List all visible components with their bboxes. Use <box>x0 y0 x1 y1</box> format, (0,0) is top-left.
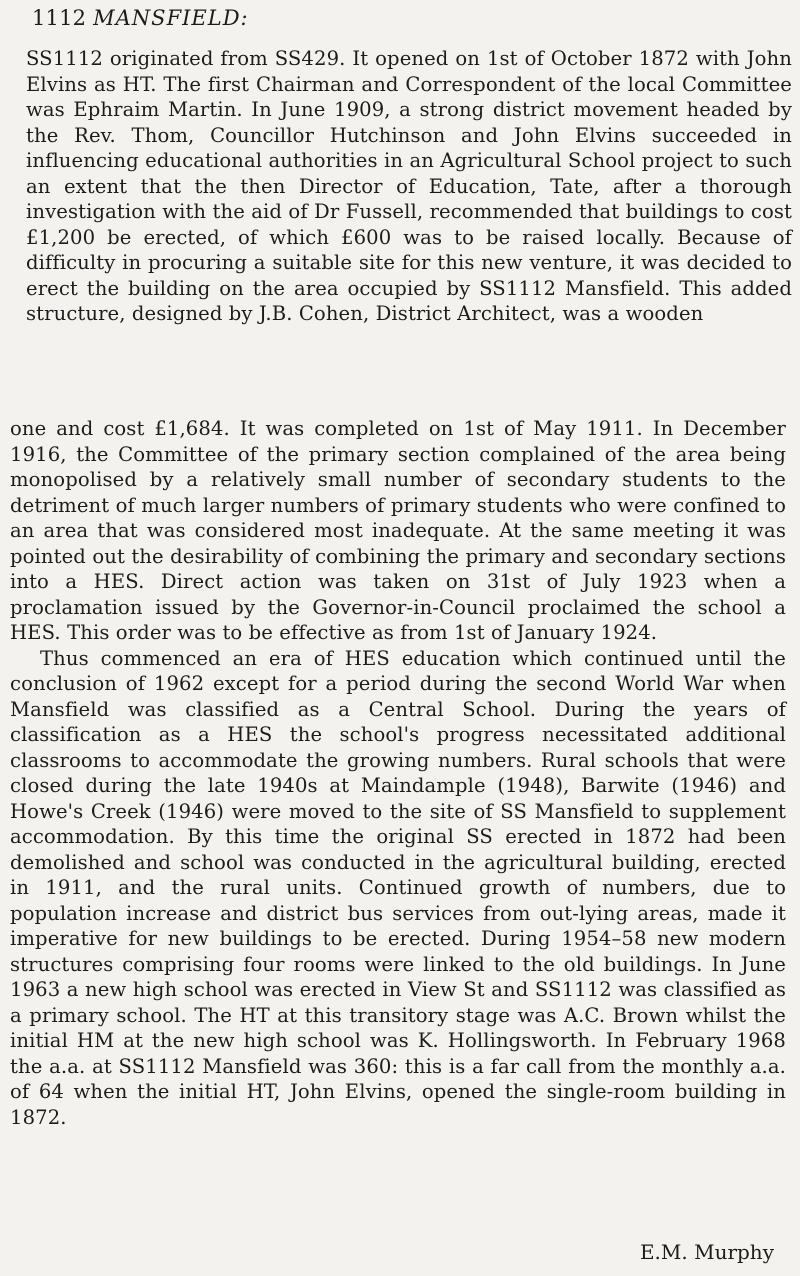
text-block-top <box>26 46 792 327</box>
paragraph-3: Thus commenced an era of HES education which continued until the conclusion of 1962 except for a period during the second World War when Mansfield was classified as a Central School. During the years of classification as a HES the school's progress necessitated additional classrooms to accommodate the growing numbers. Rural schools that were closed during the late 1940s at Maindample (1948), Barwite (1946) and Howe's Creek (1946) were moved to the site of SS Mansfield to supplement accommodation. By this time the original SS erected in 1872 had been demolished and school was conducted in the agricultural building, erected in 1911, and the rural units. Continued growth of numbers, due to population increase and district bus services from out-lying areas, made it imperative for new buildings to be erected. During 1954–58 new modern structures comprising four rooms were linked to the old buildings. In June 1963 a new high school was erected in View St and SS1112 was classified as a primary school. The HT at this transitory stage was A.C. Brown whilst the initial HM at the new high school was K. Hollingsworth. In February 1968 the a.a. at SS1112 Mansfield was 360: this is a far call from the monthly a.a. of 64 when the initial HT, John Elvins, opened the single-room building in 1872. <box>10 646 786 1129</box>
page-heading <box>32 6 249 30</box>
text-block-bottom <box>10 416 786 1130</box>
paragraph-1: SS1112 originated from SS429. It opened on 1st of October 1872 with John Elvins as HT. The first Chairman and Correspondent of the local Committee was Ephraim Martin. In June 1909, a strong district movement headed by the Rev. Thom, Councillor Hutchinson and John Elvins succeeded in influencing educational authorities in an Agricultural School project to such an extent that the then Director of Education, Tate, after a thorough investigation with the aid of Dr Fussell, recommended that buildings to cost £1,200 be erected, of which £600 was to be raised locally. Because of difficulty in procuring a suitable site for this new venture, it was decided to erect the building on the area occupied by SS1112 Mansfield. This added structure, designed by J.B. Cohen, District Architect, was a wooden <box>26 47 792 325</box>
school-name: MANSFIELD: <box>93 6 249 30</box>
author-signature: E.M. Murphy <box>639 1240 774 1264</box>
school-number: 1112 <box>32 6 87 30</box>
paragraph-2: one and cost £1,684. It was completed on 1st of May 1911. In December 1916, the Committee of the primary section complained of the area being monopolised by a relatively small number of secondary students to the detriment of much larger numbers of primary students who were confined to an area that was considered most inadequate. At the same meeting it was pointed out the desirability of combining the primary and secondary sections into a HES. Direct action was taken on 31st of July 1923 when a proclamation issued by the Governor-in-Council proclaimed the school a HES. This order was to be effective as from 1st of January 1924. <box>10 417 786 644</box>
